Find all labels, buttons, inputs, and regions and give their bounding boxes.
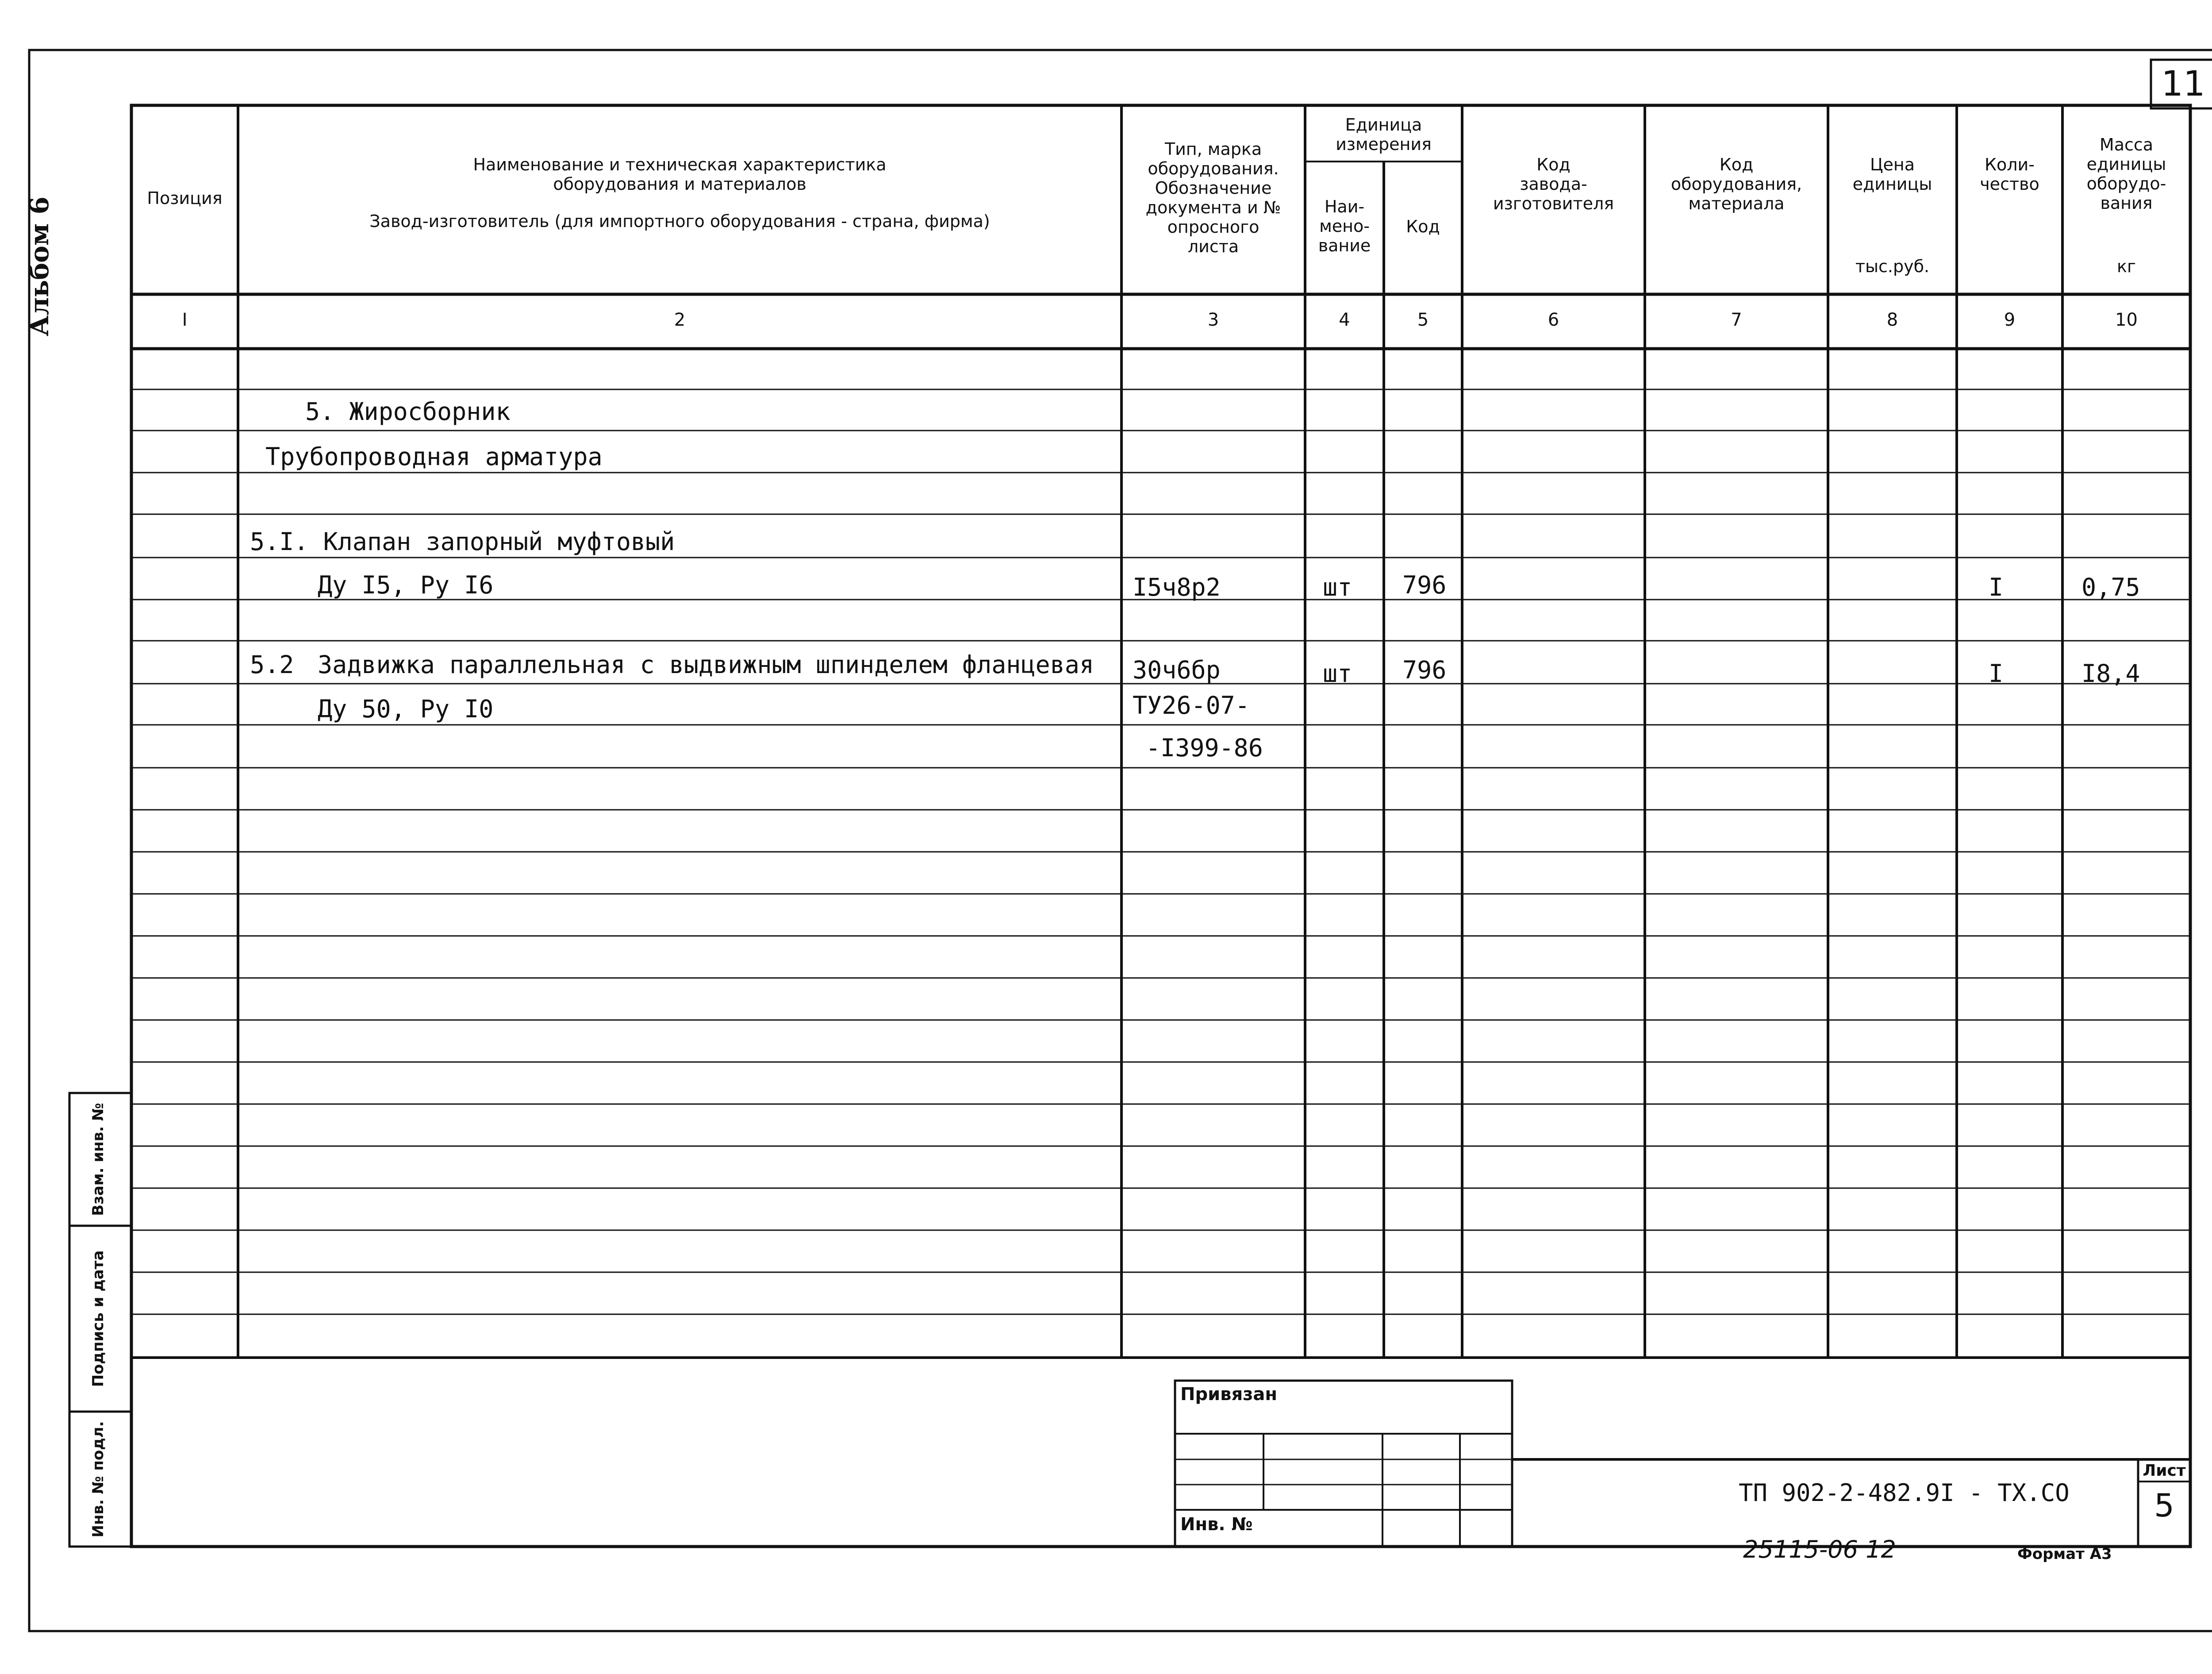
column-number: 8 bbox=[1886, 310, 1898, 330]
header-type: Тип, марка оборудования. Обозначение документа и № опросного листа bbox=[1145, 139, 1281, 256]
column-number: 9 bbox=[2004, 310, 2016, 330]
column-number: 4 bbox=[1339, 310, 1350, 330]
column-number: 7 bbox=[1731, 310, 1742, 330]
header-name: Наименование и техническая характеристика оборудования и материалов Завод-изготовитель (для импортного оборудования - страна, фирма) bbox=[369, 155, 990, 231]
item-unit-code: 796 bbox=[1402, 571, 1447, 599]
item-quantity: I bbox=[1989, 659, 2004, 688]
item-type: 30ч6бр bbox=[1133, 656, 1221, 684]
header-quantity: Коли- чество bbox=[1980, 155, 2039, 194]
header-unit-code: Код bbox=[1406, 217, 1440, 236]
side-stamp-signature-date: Подпись и дата bbox=[89, 1250, 107, 1387]
subsection-title: Трубопроводная арматура bbox=[265, 443, 603, 471]
column-number: 6 bbox=[1548, 310, 1559, 330]
item-number: 5.2 bbox=[250, 650, 294, 679]
column-number: 5 bbox=[1417, 310, 1429, 330]
column-number: 2 bbox=[674, 310, 686, 330]
item-spec: Ду 50, Ру I0 bbox=[318, 695, 494, 723]
header-unit: Единица измерения bbox=[1336, 115, 1432, 154]
stamp-inv-number: Инв. № bbox=[1180, 1514, 1253, 1535]
header-mass: Масса единицы оборудо- вания bbox=[2086, 135, 2166, 213]
sheet-label: Лист bbox=[2143, 1462, 2186, 1480]
item-spec: Ду I5, Ру I6 bbox=[318, 571, 494, 599]
item-title: 5.I. Клапан запорный муфтовый bbox=[250, 527, 675, 556]
item-document: ТУ26-07- bbox=[1133, 691, 1250, 720]
item-title: Задвижка параллельная с выдвижным шпинделем фланцевая bbox=[318, 650, 1094, 679]
item-mass: I8,4 bbox=[2081, 659, 2140, 688]
item-type: I5ч8р2 bbox=[1133, 573, 1221, 601]
page-number: 11 bbox=[2161, 64, 2205, 104]
side-stamp-original-inv: Инв. № подл. bbox=[89, 1421, 107, 1538]
album-label: Альбом 6 bbox=[24, 196, 54, 336]
header-mass-unit: кг bbox=[2117, 257, 2136, 276]
header-equipment-code: Код оборудования, материала bbox=[1671, 155, 1802, 213]
document-code: ТП 902-2-482.9I - ТХ.СО bbox=[1739, 1479, 2070, 1507]
stamp-attached: Привязан bbox=[1180, 1384, 1278, 1405]
section-title: 5. Жиросборник bbox=[305, 397, 511, 426]
header-price: Цена единицы bbox=[1852, 155, 1932, 194]
sheet-number: 5 bbox=[2154, 1487, 2174, 1524]
header-unit-name: Наи- мено- вание bbox=[1318, 197, 1371, 255]
column-number: 10 bbox=[2115, 310, 2138, 330]
sheet-format: Формат А3 bbox=[2017, 1545, 2112, 1563]
column-number: 3 bbox=[1207, 310, 1219, 330]
item-document: -I399-86 bbox=[1146, 734, 1263, 762]
item-unit-code: 796 bbox=[1402, 656, 1447, 684]
header-manufacturer-code: Код завода- изготовителя bbox=[1493, 155, 1614, 213]
header-price-unit: тыс.руб. bbox=[1855, 257, 1930, 276]
header-position: Позиция bbox=[147, 189, 223, 208]
item-unit: шт bbox=[1323, 573, 1352, 601]
item-quantity: I bbox=[1989, 573, 2004, 601]
item-unit: шт bbox=[1323, 659, 1352, 688]
archive-number: 25115-06 12 bbox=[1743, 1535, 1896, 1563]
side-stamp-replaced-inv: Взам. инв. № bbox=[89, 1103, 107, 1216]
column-number: I bbox=[182, 310, 188, 330]
item-mass: 0,75 bbox=[2081, 573, 2140, 601]
